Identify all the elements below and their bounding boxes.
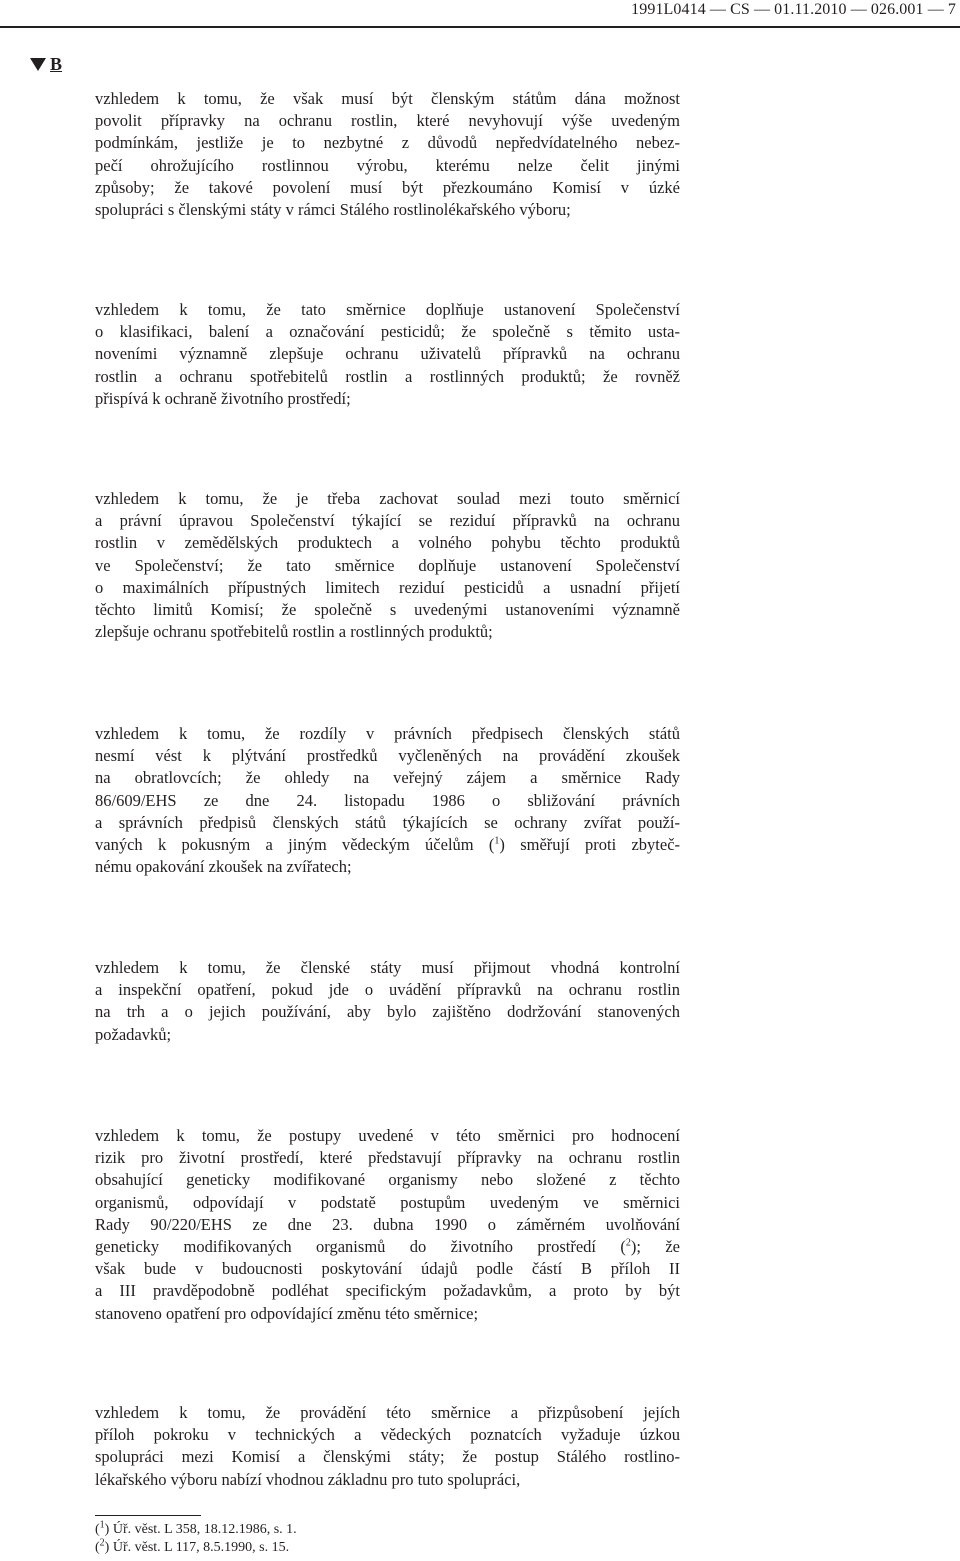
text-line: vzhledem k tomu, že je třeba zachovat soulad mezi touto směrnicí (95, 489, 680, 508)
footnote-number: 1 (99, 1519, 105, 1531)
header-bar (0, 0, 960, 28)
text-line-with-footnote (95, 1236, 680, 1258)
text-line: vzhledem k tomu, že však musí být členským státům dána možnost (95, 89, 680, 108)
text-line: nesmí vést k plýtvání prostředků vyčleněných na provádění zkoušek (95, 746, 680, 766)
footnote-paren: ( (95, 1522, 100, 1537)
text-line: požadavků; (95, 1024, 172, 1044)
triangle-down-icon (30, 58, 46, 71)
text-line: rostlin v zemědělských produktech a volného pohybu těchto produktů (95, 533, 680, 553)
text-line: noveními významně zlepšuje ochranu uživatelů přípravků na ochranu (95, 344, 680, 364)
text-line: spolupráci s členskými státy v rámci Stálého rostlinolékařského výboru; (95, 200, 571, 220)
amendment-marker (30, 54, 62, 74)
document-reference: 1991L0414 — CS — 01.11.2010 — 026.001 — 7 (631, 1, 956, 18)
recital-paragraph (95, 957, 680, 1046)
recital-paragraph (95, 723, 680, 878)
footnote-number: 2 (99, 1537, 105, 1549)
text-line: obsahující geneticky modifikované organismy nebo složené z těchto (95, 1170, 680, 1190)
text-segment: ); že (630, 1237, 680, 1257)
text-line: zlepšuje ochranu spotřebitelů rostlin a rostlinných produktů; (95, 622, 493, 642)
footnote-text: Úř. věst. L 117, 8.5.1990, s. 15. (109, 1540, 290, 1555)
text-line: vzhledem k tomu, že provádění této směrnice a přizpůsobení jejích (95, 1403, 680, 1422)
text-line: pečí ohrožujícího rostlinnou výrobu, kterému nelze čelit jinými (95, 155, 680, 175)
text-segment: geneticky modifikovaných organismů do životního prostředí ( (95, 1237, 626, 1257)
text-line: a správních předpisů členských států týkajících se ochrany zvířat použí- (95, 812, 680, 832)
text-segment: vaných k pokusným a jiným vědeckým účelům ( (95, 835, 495, 855)
text-line: podmínkám, jestliže je to nezbytné z důvodů nepředvídatelného nebez- (95, 133, 680, 153)
recital-paragraph (95, 88, 680, 221)
text-line: rizik pro životní prostředí, které představují přípravky na ochranu rostlin (95, 1148, 680, 1168)
recital-paragraph (95, 488, 680, 643)
text-line: povolit přípravky na ochranu rostlin, které nevyhovují výše uvedeným (95, 111, 680, 131)
text-line: vzhledem k tomu, že postupy uvedené v této směrnici pro hodnocení (95, 1126, 680, 1145)
text-line: vzhledem k tomu, že tato směrnice doplňuje ustanovení Společenství (95, 300, 680, 319)
footnote-divider (95, 1515, 201, 1516)
text-line-with-footnote (95, 834, 680, 856)
footnote-text: Úř. věst. L 358, 18.12.1986, s. 1. (109, 1522, 297, 1537)
text-line: o klasifikaci, balení a označování pesticidů; že společně s těmito usta- (95, 322, 680, 342)
text-line: a inspekční opatření, pokud jde o uvádění přípravků na ochranu rostlin (95, 980, 680, 1000)
text-line: na obratlovcích; že ohledy na veřejný zájem a směrnice Rady (95, 768, 680, 788)
text-line: vzhledem k tomu, že rozdíly v právních předpisech členských států (95, 724, 680, 743)
text-line: na trh a o jejich používání, aby bylo zajištěno dodržování stanovených (95, 1002, 680, 1022)
text-line: lékařského výboru nabízí vhodnou základnu pro tuto spolupráci, (95, 1469, 521, 1489)
amendment-marker-letter: B (50, 54, 63, 74)
text-line: nému opakování zkoušek na zvířatech; (95, 857, 352, 877)
text-line: spolupráci mezi Komisí a členskými státy; že postup Stálého rostlino- (95, 1447, 680, 1467)
text-segment: ) směřují proti zbyteč- (499, 835, 681, 855)
text-line: Rady 90/220/EHS ze dne 23. dubna 1990 o záměrném uvolňování (95, 1214, 680, 1234)
recital-paragraph (95, 299, 680, 410)
text-line: ve Společenství; že tato směrnice doplňuje ustanovení Společenství (95, 555, 680, 575)
recital-paragraph (95, 1125, 680, 1325)
text-line: a III pravděpodobně podléhat specifickým požadavkům, a proto by být (95, 1281, 680, 1301)
text-line: rostlin a ochranu spotřebitelů rostlin a rostlinných produktů; že rovněž (95, 366, 680, 386)
recital-paragraph (95, 1402, 680, 1491)
text-line: způsoby; že takové povolení musí být přezkoumáno Komisí v úzké (95, 177, 680, 197)
footnote-reference[interactable]: 2 (625, 1237, 631, 1249)
text-line: příloh pokroku v technických a vědeckých poznatcích vyžaduje úzkou (95, 1425, 680, 1445)
footnote-paren: ) (104, 1522, 110, 1537)
text-line: 86/609/EHS ze dne 24. listopadu 1986 o sbližování právních (95, 790, 680, 810)
footnote (95, 1539, 289, 1557)
text-line: a právní úpravou Společenství týkající se reziduí přípravků na ochranu (95, 511, 680, 531)
text-line: o maximálních přípustných limitech reziduí pesticidů a usnadní přijetí (95, 577, 680, 597)
text-line: organismů, odpovídají v podstatě postupům uvedeným ve směrnici (95, 1192, 680, 1212)
text-line: však bude v budoucnosti poskytování údajů podle částí B příloh II (95, 1259, 680, 1279)
text-line: přispívá k ochraně životního prostředí; (95, 388, 351, 408)
footnote-paren: ( (95, 1540, 100, 1555)
footnote-reference[interactable]: 1 (494, 835, 500, 847)
text-line: vzhledem k tomu, že členské státy musí přijmout vhodná kontrolní (95, 958, 680, 977)
text-line: stanoveno opatření pro odpovídající změnu této směrnice; (95, 1303, 479, 1323)
footnote-paren: ) (104, 1540, 110, 1555)
footnote (95, 1521, 297, 1539)
text-line: těchto limitů Komisí; že společně s uvedenými ustanoveními významně (95, 600, 680, 620)
